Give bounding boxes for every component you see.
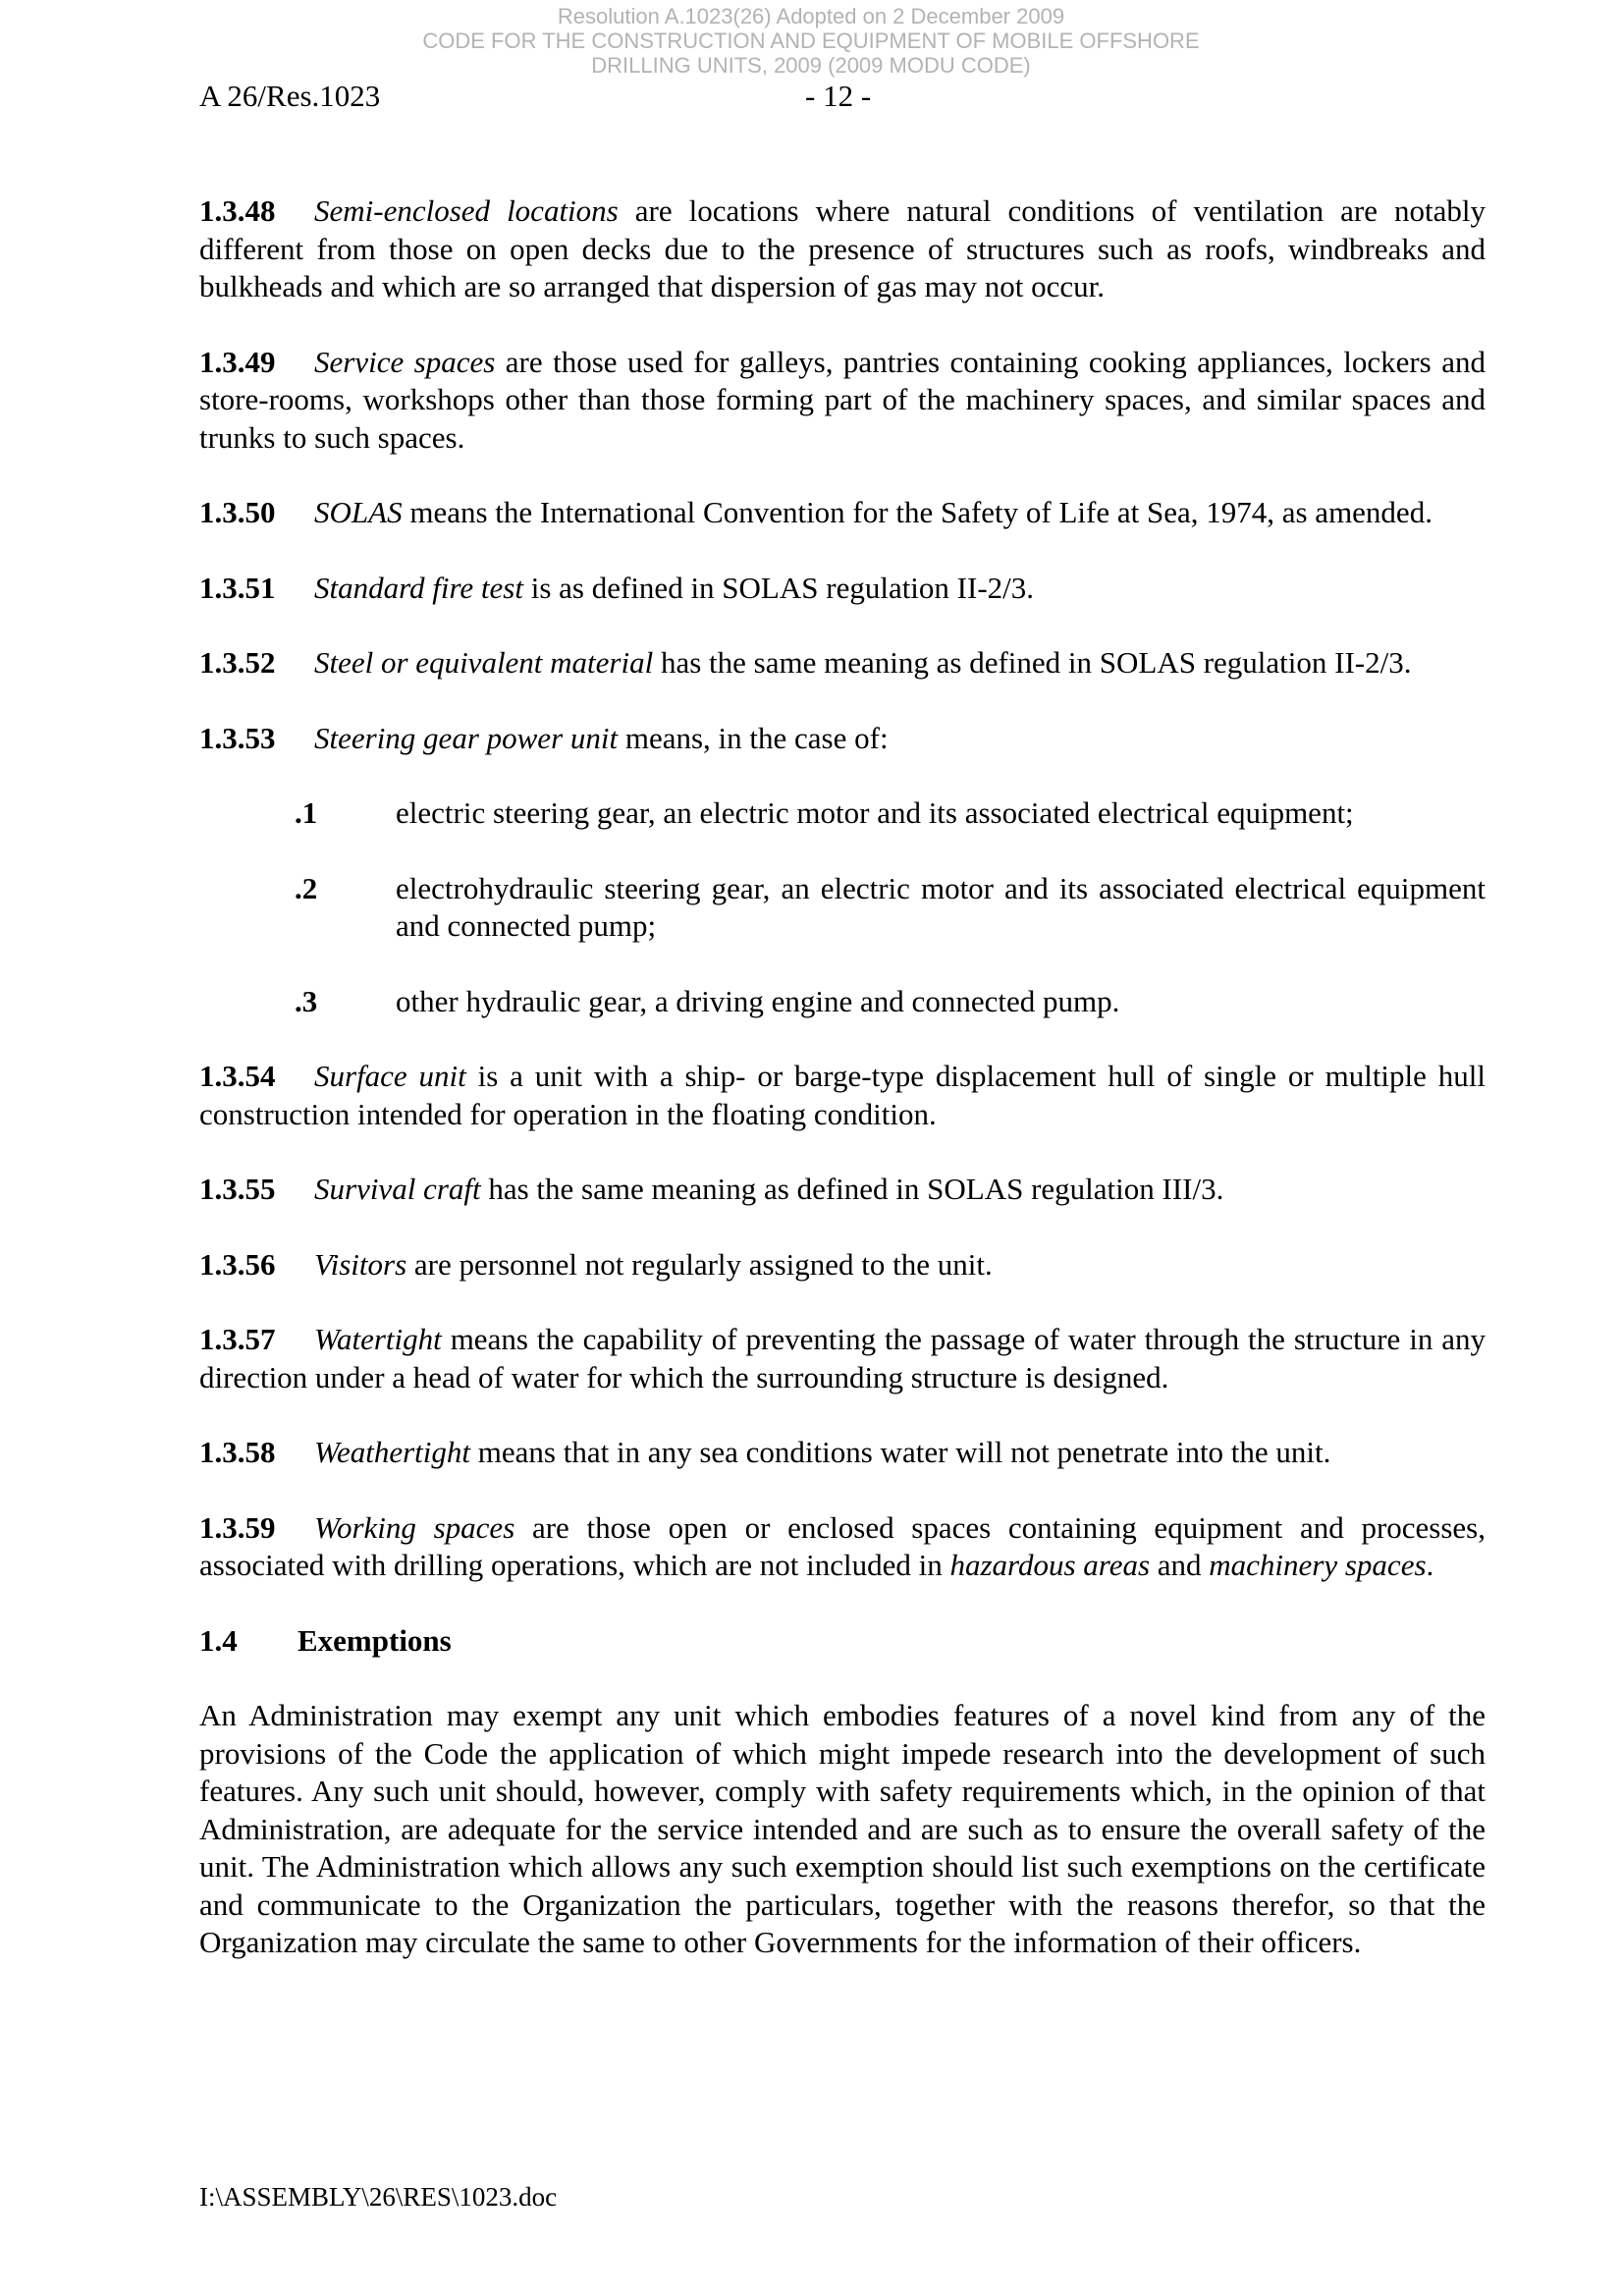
definition-text: are those open or enclosed spaces containing equipment and processes, associated with drilling operations, which are not included in bbox=[199, 1509, 1486, 1582]
section-heading bbox=[199, 1622, 1486, 1661]
definition-text: means the International Convention for the Safety of Life at Sea, 1974, as amended. bbox=[402, 495, 1433, 529]
watermark-line-1: Resolution A.1023(26) Adopted on 2 December 2009 bbox=[557, 4, 1065, 28]
definition-text: and bbox=[1150, 1548, 1210, 1582]
clause-number: 1.3.56 bbox=[199, 1246, 276, 1282]
definition-1-3-59 bbox=[199, 1509, 1486, 1585]
definition-text: . bbox=[1426, 1548, 1434, 1582]
clause-number: 1.3.49 bbox=[199, 344, 276, 379]
definition-1-3-55 bbox=[199, 1171, 1486, 1209]
item-number: .1 bbox=[295, 795, 318, 830]
clause-number: 1.3.48 bbox=[199, 193, 276, 228]
defined-term: Weathertight bbox=[314, 1435, 471, 1469]
section-number: 1.4 bbox=[199, 1622, 238, 1658]
defined-term: Semi-enclosed locations bbox=[314, 193, 619, 228]
item-text: electric steering gear, an electric motor and its associated electrical equipment; bbox=[396, 795, 1354, 830]
definition-1-3-48 bbox=[199, 192, 1486, 306]
document-watermark bbox=[0, 4, 1622, 78]
defined-term: Surface unit bbox=[314, 1059, 466, 1093]
definition-1-3-58 bbox=[199, 1434, 1486, 1472]
clause-number: 1.3.59 bbox=[199, 1509, 276, 1545]
defined-term-reference: hazardous areas bbox=[949, 1548, 1151, 1582]
definition-text: means, in the case of: bbox=[618, 720, 889, 755]
clause-number: 1.3.58 bbox=[199, 1435, 276, 1469]
item-number: .2 bbox=[295, 870, 318, 905]
definition-1-3-50 bbox=[199, 494, 1486, 532]
defined-term-reference: machinery spaces bbox=[1209, 1548, 1427, 1582]
definition-1-3-57 bbox=[199, 1321, 1486, 1396]
document-number: A 26/Res.1023 bbox=[199, 79, 381, 113]
definition-1-3-49 bbox=[199, 344, 1486, 458]
definition-1-3-51 bbox=[199, 570, 1486, 608]
definition-text: are those used for galleys, pantries containing cooking appliances, lockers and store-rooms, workshops other than those forming part of the machinery spaces, and similar spaces and trunks to such spaces. bbox=[199, 344, 1486, 455]
defined-term: Steel or equivalent material bbox=[314, 645, 654, 680]
clause-number: 1.3.53 bbox=[199, 720, 276, 755]
defined-term: Survival craft bbox=[314, 1172, 481, 1206]
definition-1-3-56 bbox=[199, 1246, 1486, 1285]
defined-term: Working spaces bbox=[314, 1509, 515, 1545]
clause-number: 1.3.54 bbox=[199, 1059, 276, 1093]
definition-text: is as defined in SOLAS regulation II-2/3. bbox=[522, 570, 1035, 605]
definition-text: are personnel not regularly assigned to the unit. bbox=[406, 1246, 993, 1282]
defined-term: SOLAS bbox=[314, 495, 403, 529]
defined-term: Visitors bbox=[314, 1246, 407, 1282]
defined-term: Watertight bbox=[314, 1322, 442, 1356]
defined-term: Standard fire test bbox=[314, 570, 523, 605]
item-text: electrohydraulic steering gear, an electric motor and its associated electrical equipment and connected pump; bbox=[396, 870, 1486, 943]
steering-item bbox=[199, 983, 1486, 1021]
clause-number: 1.3.55 bbox=[199, 1172, 276, 1206]
footer-file-path: I:\ASSEMBLY\26\RES\1023.doc bbox=[199, 2182, 558, 2212]
steering-item bbox=[199, 794, 1486, 833]
defined-term: Steering gear power unit bbox=[314, 720, 619, 755]
definition-text: means that in any sea conditions water will not penetrate into the unit. bbox=[470, 1435, 1331, 1469]
page-header bbox=[199, 79, 1486, 118]
definition-text: are locations where natural conditions of ventilation are notably different from those on open decks due to the presence of structures such as roofs, windbreaks and bulkheads and which are so arranged that dispersion of gas may not occur. bbox=[199, 193, 1486, 303]
page-number: - 12 - bbox=[805, 79, 872, 113]
clause-number: 1.3.52 bbox=[199, 645, 276, 680]
document-body bbox=[199, 192, 1486, 1999]
clause-number: 1.3.50 bbox=[199, 495, 276, 529]
item-text: other hydraulic gear, a driving engine and connected pump. bbox=[396, 983, 1120, 1018]
item-number: .3 bbox=[295, 983, 318, 1018]
definition-text: has the same meaning as defined in SOLAS regulation III/3. bbox=[480, 1172, 1224, 1206]
section-title: Exemptions bbox=[297, 1622, 452, 1658]
definition-1-3-54 bbox=[199, 1058, 1486, 1133]
clause-number: 1.3.57 bbox=[199, 1322, 276, 1356]
definition-text: has the same meaning as defined in SOLAS regulation II-2/3. bbox=[653, 645, 1412, 680]
watermark-line-3: DRILLING UNITS, 2009 (2009 MODU CODE) bbox=[591, 53, 1031, 78]
definition-1-3-53 bbox=[199, 720, 1486, 758]
definition-text: is a unit with a ship- or barge-type displacement hull of single or multiple hull construction intended for operation in the floating condition. bbox=[199, 1059, 1486, 1131]
defined-term: Service spaces bbox=[314, 344, 496, 379]
definition-text: means the capability of preventing the passage of water through the structure in any direction under a head of water for which the surrounding structure is designed. bbox=[199, 1322, 1486, 1394]
steering-item bbox=[199, 870, 1486, 946]
watermark-line-2: CODE FOR THE CONSTRUCTION AND EQUIPMENT OF MOBILE OFFSHORE bbox=[422, 28, 1200, 53]
exemptions-paragraph: An Administration may exempt any unit which embodies features of a novel kind from any of the provisions of the Code the application of which might impede research into the development of such features. Any such unit should, however, comply with safety requirements which, in the opinion of that Administration, are adequate for the service intended and are such as to ensure the overall safety of the unit. The Administration which allows any such exemption should list such exemptions on the certificate and communicate to the Organization the particulars, together with the reasons therefor, so that the Organization may circulate the same to other Governments for the information of their officers. bbox=[199, 1698, 1486, 1959]
clause-number: 1.3.51 bbox=[199, 570, 276, 605]
definition-1-3-52 bbox=[199, 644, 1486, 683]
